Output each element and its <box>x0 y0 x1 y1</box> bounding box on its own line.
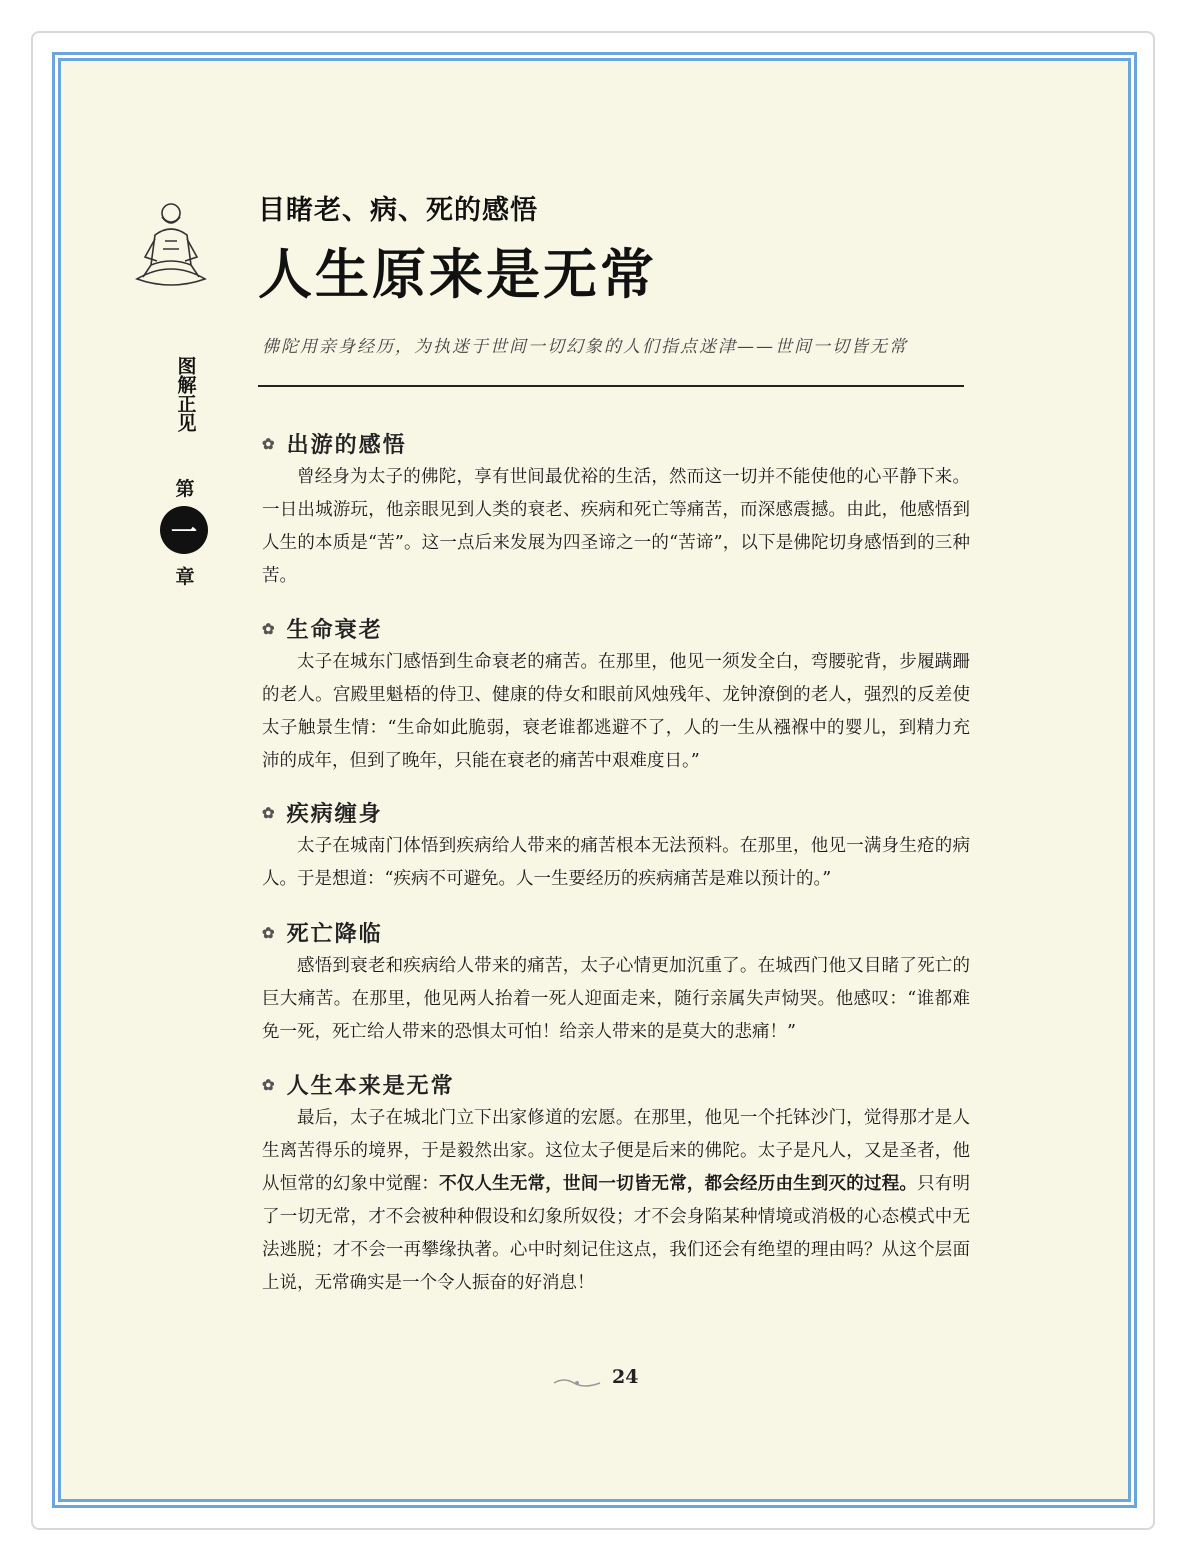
lotus-ornament-icon: ✿ <box>262 619 275 638</box>
section-heading-text: 生命衰老 <box>286 617 383 643</box>
paragraph-text: 最后，太子在城北门立下出家修道的宏愿。在那里，他见一个托钵沙门，觉得那才是人生离苦得乐的境界，于是毅然出家。这位太子便是后来的佛陀。太子是凡人，又是圣者，他从恒常的幻象中觉醒： <box>262 1108 970 1194</box>
section-heading-text: 死亡降临 <box>286 921 383 947</box>
section-paragraph: 曾经身为太子的佛陀，享有世间最优裕的生活，然而这一切并不能使他的心平静下来。一日出城游玩，他亲眼见到人类的衰老、疾病和死亡等痛苦，而深感震撼。由此，他感悟到人生的本质是“苦”。这一点后来发展为四圣谛之一的“苦谛”，以下是佛陀切身感悟到的三种苦。 <box>262 467 970 586</box>
chapter-suffix: 章 <box>175 566 195 588</box>
section-paragraph: 太子在城东门感悟到生命衰老的痛苦。在那里，他见一须发全白，弯腰驼背，步履蹒跚的老人。宫殿里魁梧的侍卫、健康的侍女和眼前风烛残年、龙钟潦倒的老人，强烈的反差使太子触景生情：“生命如此脆弱，衰老谁都逃避不了，人的一生从襁褓中的婴儿，到精力充沛的成年，但到了晚年，只能在衰老的痛苦中艰难度日。” <box>262 652 970 771</box>
footer-ornament-icon <box>552 1377 602 1389</box>
lotus-ornament-icon: ✿ <box>262 923 275 942</box>
section-heading-text: 出游的感悟 <box>286 432 407 458</box>
lotus-ornament-icon: ✿ <box>262 1075 275 1094</box>
chapter-subtitle: 目睹老、病、死的感悟 <box>258 195 538 226</box>
section-heading <box>262 797 383 828</box>
section-paragraph: 感悟到衰老和疾病给人带来的痛苦，太子心情更加沉重了。在城西门他又目睹了死亡的巨大痛苦。在那里，他见两人抬着一死人迎面走来，随行亲属失声恸哭。他感叹：“谁都难免一死，死亡给人带来的恐惧太可怕！给亲人带来的是莫大的悲痛！” <box>262 956 970 1042</box>
chapter-prefix: 第 <box>175 478 195 500</box>
monk-illustration-icon <box>125 195 217 295</box>
paragraph-emphasis: 不仅人生无常，世间一切皆无常，都会经历由生到灭的过程。 <box>439 1174 918 1194</box>
page-title: 人生原来是无常 <box>258 242 657 306</box>
lotus-ornament-icon: ✿ <box>262 803 275 822</box>
paragraph-text: 只有明了一切无常，才不会被种种假设和幻象所奴役；才不会身陷某种情境或消极的心态模式中无法逃脱；才不会一再攀缘执著。心中时刻记住这点，我们还会有绝望的理由吗？从这个层面上说，无常确实是一个令人振奋的好消息！ <box>262 1174 971 1293</box>
title-divider <box>258 385 964 387</box>
book-title-vertical <box>170 356 200 432</box>
intro-summary: 佛陀用亲身经历，为执迷于世间一切幻象的人们指点迷津——世间一切皆无常 <box>262 337 908 357</box>
section-paragraph: 太子在城南门体悟到疾病给人带来的痛苦根本无法预料。在那里，他见一满身生疮的病人。于是想道：“疾病不可避免。人一生要经历的疾病痛苦是难以预计的。” <box>262 836 970 889</box>
section-heading-text: 人生本来是无常 <box>286 1073 455 1099</box>
lotus-ornament-icon: ✿ <box>262 434 275 453</box>
section-heading <box>262 428 407 459</box>
section-heading <box>262 613 383 644</box>
book-title-text: 图解正见 <box>174 356 197 432</box>
section-heading-text: 疾病缠身 <box>286 801 383 827</box>
section-paragraph <box>262 1102 970 1300</box>
page-number: 24 <box>612 1366 639 1388</box>
section-heading <box>262 917 383 948</box>
chapter-number-badge: 一 <box>160 506 208 554</box>
section-heading <box>262 1069 455 1100</box>
